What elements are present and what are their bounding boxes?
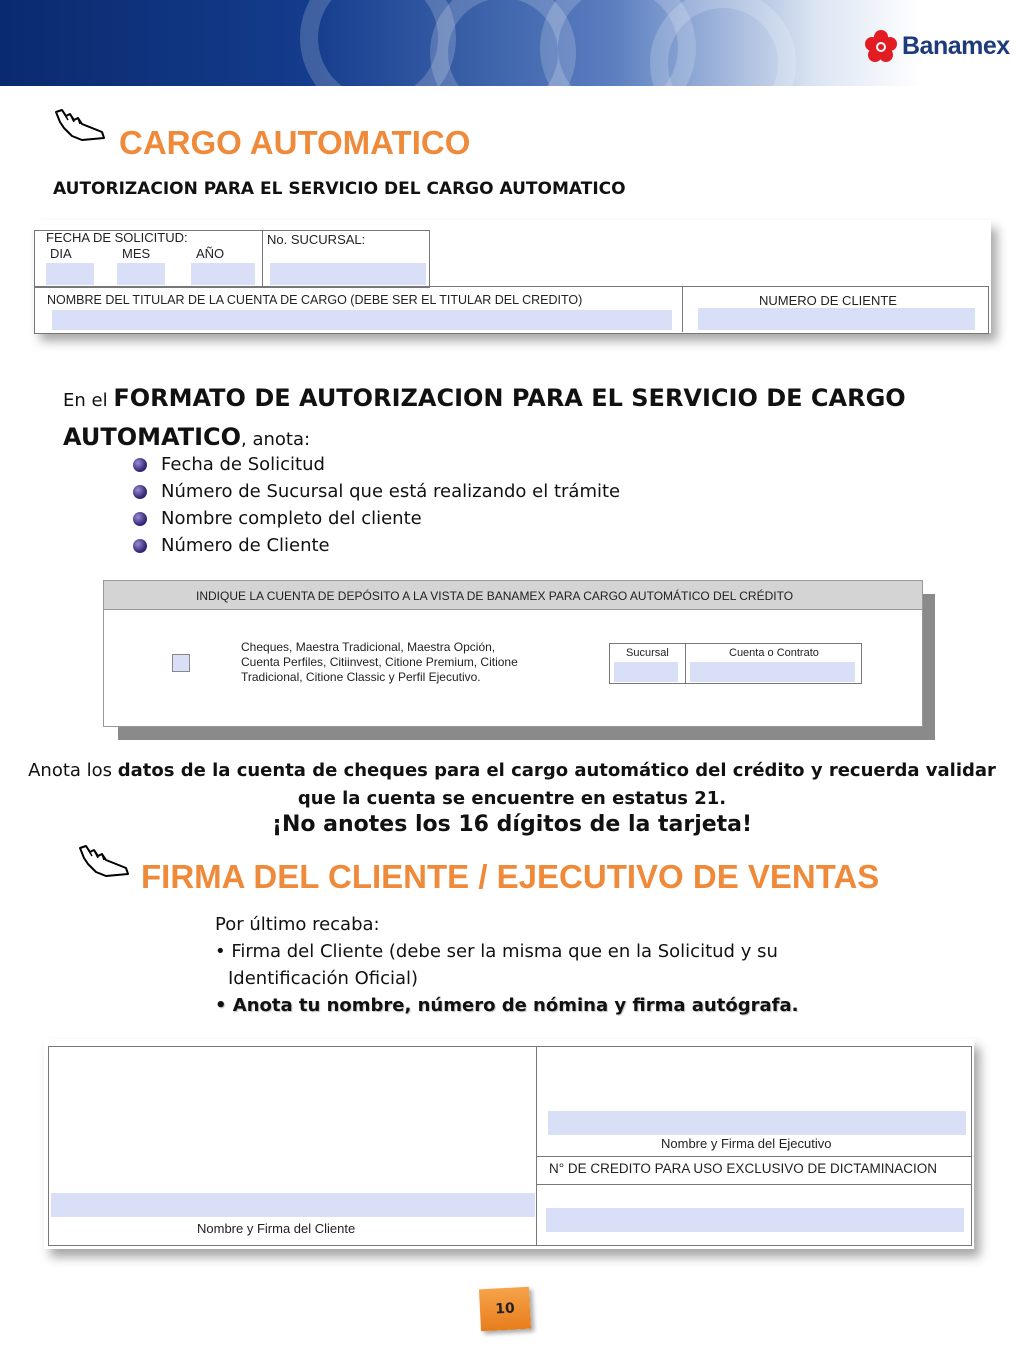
mes-field[interactable] bbox=[117, 263, 165, 285]
section-title-cargo: CARGO AUTOMATICO bbox=[119, 124, 471, 161]
anio-field[interactable] bbox=[191, 263, 255, 285]
divider bbox=[536, 1046, 537, 1246]
sucursal-label: No. SUCURSAL: bbox=[267, 232, 366, 247]
credito-label: N° DE CREDITO PARA USO EXCLUSIVO DE DICTAMINACION bbox=[549, 1161, 937, 1176]
numero-cliente-field[interactable] bbox=[698, 308, 975, 330]
section-title-firma: FIRMA DEL CLIENTE / EJECUTIVO DE VENTAS bbox=[141, 858, 880, 895]
bullet-icon bbox=[133, 485, 147, 499]
numero-cliente-label: NUMERO DE CLIENTE bbox=[759, 293, 897, 308]
warning-text: ¡No anotes los 16 dígitos de la tarjeta! bbox=[271, 812, 753, 837]
dia-field[interactable] bbox=[46, 263, 94, 285]
account-types-line1: Cheques, Maestra Tradicional, Maestra Opción, bbox=[241, 640, 496, 654]
firma-item2: • Anota tu nombre, número de nómina y firma autógrafa. bbox=[215, 995, 799, 1016]
anio-label: AÑO bbox=[196, 246, 225, 261]
firma-intro: Por último recaba: bbox=[215, 914, 380, 935]
sucursal-field[interactable] bbox=[270, 263, 426, 285]
titular-field[interactable] bbox=[52, 310, 672, 330]
list-item-text: Número de Cliente bbox=[161, 535, 330, 556]
divider bbox=[536, 1184, 972, 1185]
cuenta-contrato-label: Cuenta o Contrato bbox=[729, 647, 819, 659]
account-types-line2: Cuenta Perfiles, Citiinvest, Citione Premium, Citione bbox=[241, 655, 518, 669]
divider bbox=[262, 230, 263, 286]
cliente-label: Nombre y Firma del Cliente bbox=[197, 1221, 356, 1236]
brand-name: Banamex bbox=[902, 31, 1010, 60]
instructions-paragraph bbox=[63, 380, 943, 458]
ejecutivo-label: Nombre y Firma del Ejecutivo bbox=[661, 1136, 832, 1151]
pointing-hand-icon bbox=[52, 106, 108, 146]
cuenta-contrato-field[interactable] bbox=[690, 662, 855, 682]
banamex-flower-icon bbox=[864, 29, 898, 63]
divider bbox=[682, 286, 683, 332]
list-item bbox=[133, 532, 620, 559]
signature-form bbox=[44, 1039, 974, 1249]
list-item-text: Nombre completo del cliente bbox=[161, 508, 422, 529]
account-checkbox[interactable] bbox=[172, 654, 190, 672]
page-number: 10 bbox=[479, 1287, 531, 1332]
firma-item1-line2: Identificación Oficial) bbox=[228, 968, 419, 989]
bullet-icon bbox=[133, 458, 147, 472]
fecha-label: FECHA DE SOLICITUD: bbox=[46, 230, 188, 245]
instructions2-line2: que la cuenta se encuentre en estatus 21. bbox=[297, 788, 727, 809]
section-subtitle: AUTORIZACION PARA EL SERVICIO DEL CARGO AUTOMATICO bbox=[53, 179, 626, 199]
instructions-bold: FORMATO DE AUTORIZACION PARA EL SERVICIO DE CARGO AUTOMATICO bbox=[63, 384, 906, 451]
divider bbox=[536, 1156, 972, 1157]
instructions-prefix: En el bbox=[63, 390, 114, 411]
pointing-hand-icon bbox=[76, 842, 132, 882]
instructions-suffix: , anota: bbox=[241, 429, 311, 450]
sucursal-field-2[interactable] bbox=[614, 662, 678, 682]
divider bbox=[685, 643, 686, 684]
list-item bbox=[133, 451, 620, 478]
list-item bbox=[133, 478, 620, 505]
firma-item1-line1: • Firma del Cliente (debe ser la misma que en la Solicitud y su bbox=[215, 941, 778, 962]
authorization-form bbox=[34, 220, 991, 333]
form2-header-text: INDIQUE LA CUENTA DE DEPÓSITO A LA VISTA DE BANAMEX PARA CARGO AUTOMÁTICO DEL CRÉDITO bbox=[196, 589, 794, 603]
list-item bbox=[133, 505, 620, 532]
bullet-icon bbox=[133, 512, 147, 526]
firma-instructions bbox=[215, 911, 798, 1019]
dia-label: DIA bbox=[50, 246, 72, 261]
cliente-signature-field[interactable] bbox=[51, 1193, 535, 1217]
titular-label: NOMBRE DEL TITULAR DE LA CUENTA DE CARGO (DEBE SER EL TITULAR DEL CREDITO) bbox=[47, 293, 583, 307]
ejecutivo-signature-field[interactable] bbox=[548, 1111, 966, 1135]
deposit-account-form bbox=[103, 580, 923, 727]
instructions2-prefix: Anota los bbox=[28, 760, 118, 781]
credito-field[interactable] bbox=[546, 1208, 964, 1232]
sucursal-label-2: Sucursal bbox=[626, 647, 669, 659]
banamex-logo bbox=[864, 28, 1010, 64]
bullet-icon bbox=[133, 539, 147, 553]
instructions2-bold: datos de la cuenta de cheques para el cargo automático del crédito y recuerda validar bbox=[117, 760, 996, 781]
instructions2-paragraph bbox=[0, 757, 1024, 813]
instructions-list bbox=[133, 451, 620, 559]
list-item-text: Número de Sucursal que está realizando el trámite bbox=[161, 481, 621, 502]
mes-label: MES bbox=[122, 246, 151, 261]
list-item-text: Fecha de Solicitud bbox=[161, 454, 325, 475]
account-types-line3: Tradicional, Citione Classic y Perfil Ejecutivo. bbox=[241, 670, 481, 684]
decorative-swirl bbox=[650, 0, 796, 86]
